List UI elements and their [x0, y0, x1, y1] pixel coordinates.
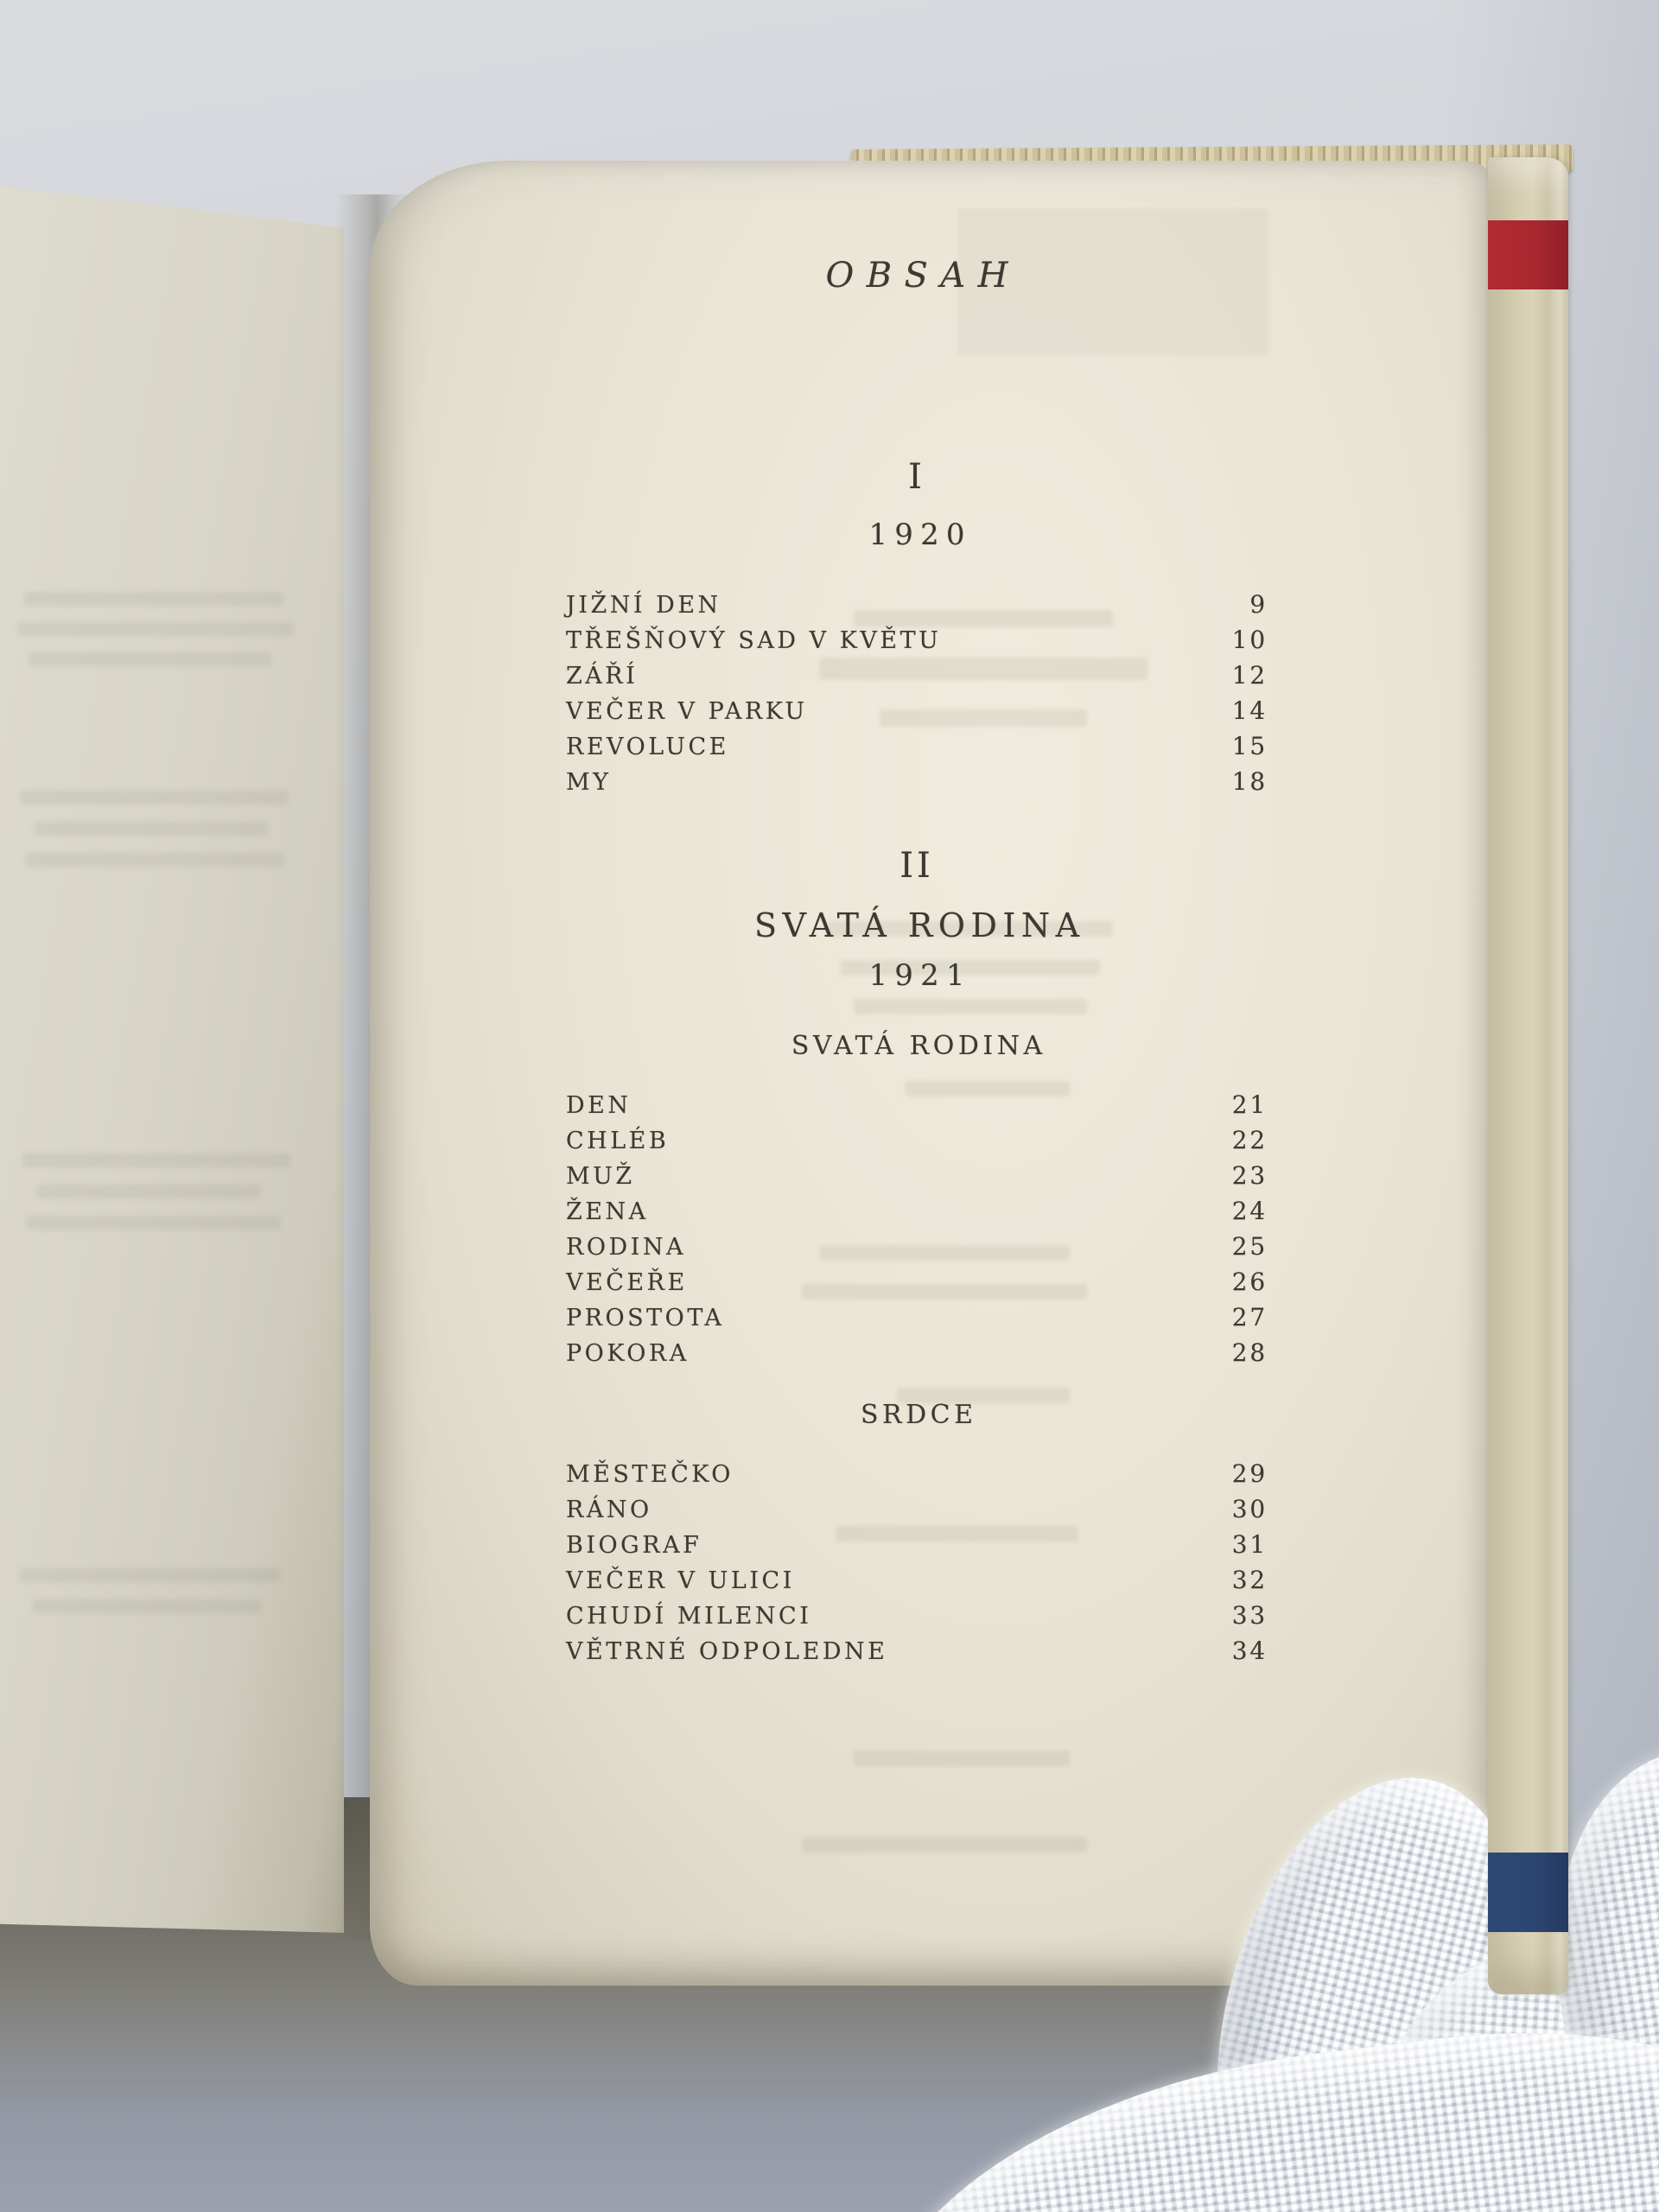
- toc-entry-page-number: 21: [1231, 1090, 1268, 1119]
- toc-entry-page-number: 18: [1231, 767, 1268, 796]
- toc-entry-page-number: 15: [1231, 732, 1268, 760]
- show-through-line: [26, 1216, 281, 1230]
- show-through-line: [24, 592, 283, 606]
- toc-entry-page-number: 10: [1231, 626, 1268, 654]
- left-page: [0, 186, 344, 1938]
- toc-row: [566, 1126, 1268, 1161]
- toc-entry-page-number: 29: [1231, 1459, 1268, 1488]
- show-through-line: [21, 791, 289, 804]
- toc-entry-page-number: 25: [1231, 1232, 1268, 1261]
- toc-row: [566, 696, 1268, 732]
- toc-entry-page-number: 31: [1231, 1530, 1268, 1559]
- toc-entry-title: CHLÉB: [566, 1128, 670, 1154]
- toc-section: [566, 457, 1268, 803]
- toc-entry-title: POKORA: [566, 1340, 690, 1367]
- toc-entry-page-number: 33: [1231, 1601, 1268, 1630]
- toc-entry-title: RODINA: [566, 1234, 686, 1261]
- jacket-fore-edge: [1488, 157, 1568, 1994]
- toc-group: [566, 590, 1268, 803]
- toc-row: [566, 1303, 1268, 1338]
- toc-entry-title: JIŽNÍ DEN: [566, 592, 721, 619]
- toc-entry-title: VEČER V ULICI: [566, 1567, 795, 1594]
- toc-entry-title: MĚSTEČKO: [566, 1461, 734, 1488]
- toc-row: [566, 732, 1268, 767]
- show-through-line: [36, 1185, 261, 1198]
- toc-entry-page-number: 14: [1231, 696, 1268, 725]
- toc-entry-page-number: 27: [1231, 1303, 1268, 1332]
- show-through-line: [26, 853, 285, 867]
- red-edge-mark: [1488, 220, 1568, 289]
- toc-entry-page-number: 22: [1231, 1126, 1268, 1154]
- toc-entry-title: REVOLUCE: [566, 734, 729, 760]
- toc-entry-title: BIOGRAF: [566, 1532, 702, 1559]
- toc-group: [566, 1400, 1268, 1672]
- toc-row: [566, 661, 1268, 696]
- toc-row: [566, 1530, 1268, 1566]
- toc-row: [566, 767, 1268, 803]
- show-through-line: [33, 1599, 262, 1613]
- toc-entry-page-number: 28: [1231, 1338, 1268, 1367]
- toc-row: [566, 1637, 1268, 1672]
- table-of-contents: [566, 256, 1268, 1672]
- section-numeral: I: [908, 457, 925, 497]
- toc-entry-title: PROSTOTA: [566, 1305, 725, 1332]
- show-through-line: [22, 1154, 290, 1167]
- toc-row: [566, 1566, 1268, 1601]
- toc-entry-title: RÁNO: [566, 1497, 652, 1523]
- subsection-heading: SVATÁ RODINA: [791, 1031, 1046, 1061]
- blue-edge-mark: [1488, 1853, 1568, 1932]
- show-through-line: [17, 622, 294, 636]
- toc-entry-page-number: 24: [1231, 1197, 1268, 1225]
- show-through-line: [802, 1837, 1087, 1853]
- toc-entry-title: VĚTRNÉ ODPOLEDNE: [566, 1638, 888, 1665]
- toc-entry-title: TŘEŠŇOVÝ SAD V KVĚTU: [566, 627, 942, 654]
- page-title: OBSAH: [825, 256, 1020, 296]
- toc-row: [566, 1338, 1268, 1374]
- toc-entry-page-number: 30: [1231, 1495, 1268, 1523]
- show-through-line: [35, 822, 268, 836]
- toc-entry-title: MY: [566, 769, 612, 796]
- section-numeral: II: [899, 846, 934, 886]
- show-through-line: [29, 652, 271, 666]
- toc-entry-page-number: 9: [1249, 590, 1268, 619]
- section-title: SVATÁ RODINA: [753, 906, 1085, 944]
- toc-entry-title: VEČER V PARKU: [566, 698, 808, 725]
- toc-row: [566, 1601, 1268, 1637]
- toc-sections: [566, 457, 1268, 1672]
- toc-row: [566, 1495, 1268, 1530]
- toc-entry-page-number: 12: [1231, 661, 1268, 690]
- toc-entry-title: CHUDÍ MILENCI: [566, 1603, 812, 1630]
- toc-entry-title: ŽENA: [566, 1198, 649, 1225]
- toc-section: [566, 846, 1268, 1672]
- toc-row: [566, 1268, 1268, 1303]
- toc-row: [566, 1161, 1268, 1197]
- subsection-heading: SRDCE: [860, 1400, 977, 1430]
- toc-row: [566, 1197, 1268, 1232]
- toc-row: [566, 1090, 1268, 1126]
- toc-entry-title: DEN: [566, 1092, 632, 1119]
- show-through-line: [854, 1751, 1070, 1766]
- toc-entry-title: ZÁŘÍ: [566, 663, 639, 690]
- toc-row: [566, 1459, 1268, 1495]
- section-year: 1920: [868, 518, 972, 552]
- show-through-line: [21, 1568, 280, 1582]
- toc-entry-page-number: 34: [1231, 1637, 1268, 1665]
- toc-row: [566, 590, 1268, 626]
- toc-entry-title: MUŽ: [566, 1163, 635, 1190]
- toc-row: [566, 626, 1268, 661]
- toc-entry-title: VEČEŘE: [566, 1269, 688, 1296]
- toc-entry-page-number: 23: [1231, 1161, 1268, 1190]
- toc-row: [566, 1232, 1268, 1268]
- toc-entry-page-number: 26: [1231, 1268, 1268, 1296]
- toc-group: [566, 1031, 1268, 1374]
- toc-entry-page-number: 32: [1231, 1566, 1268, 1594]
- section-year: 1921: [868, 958, 972, 993]
